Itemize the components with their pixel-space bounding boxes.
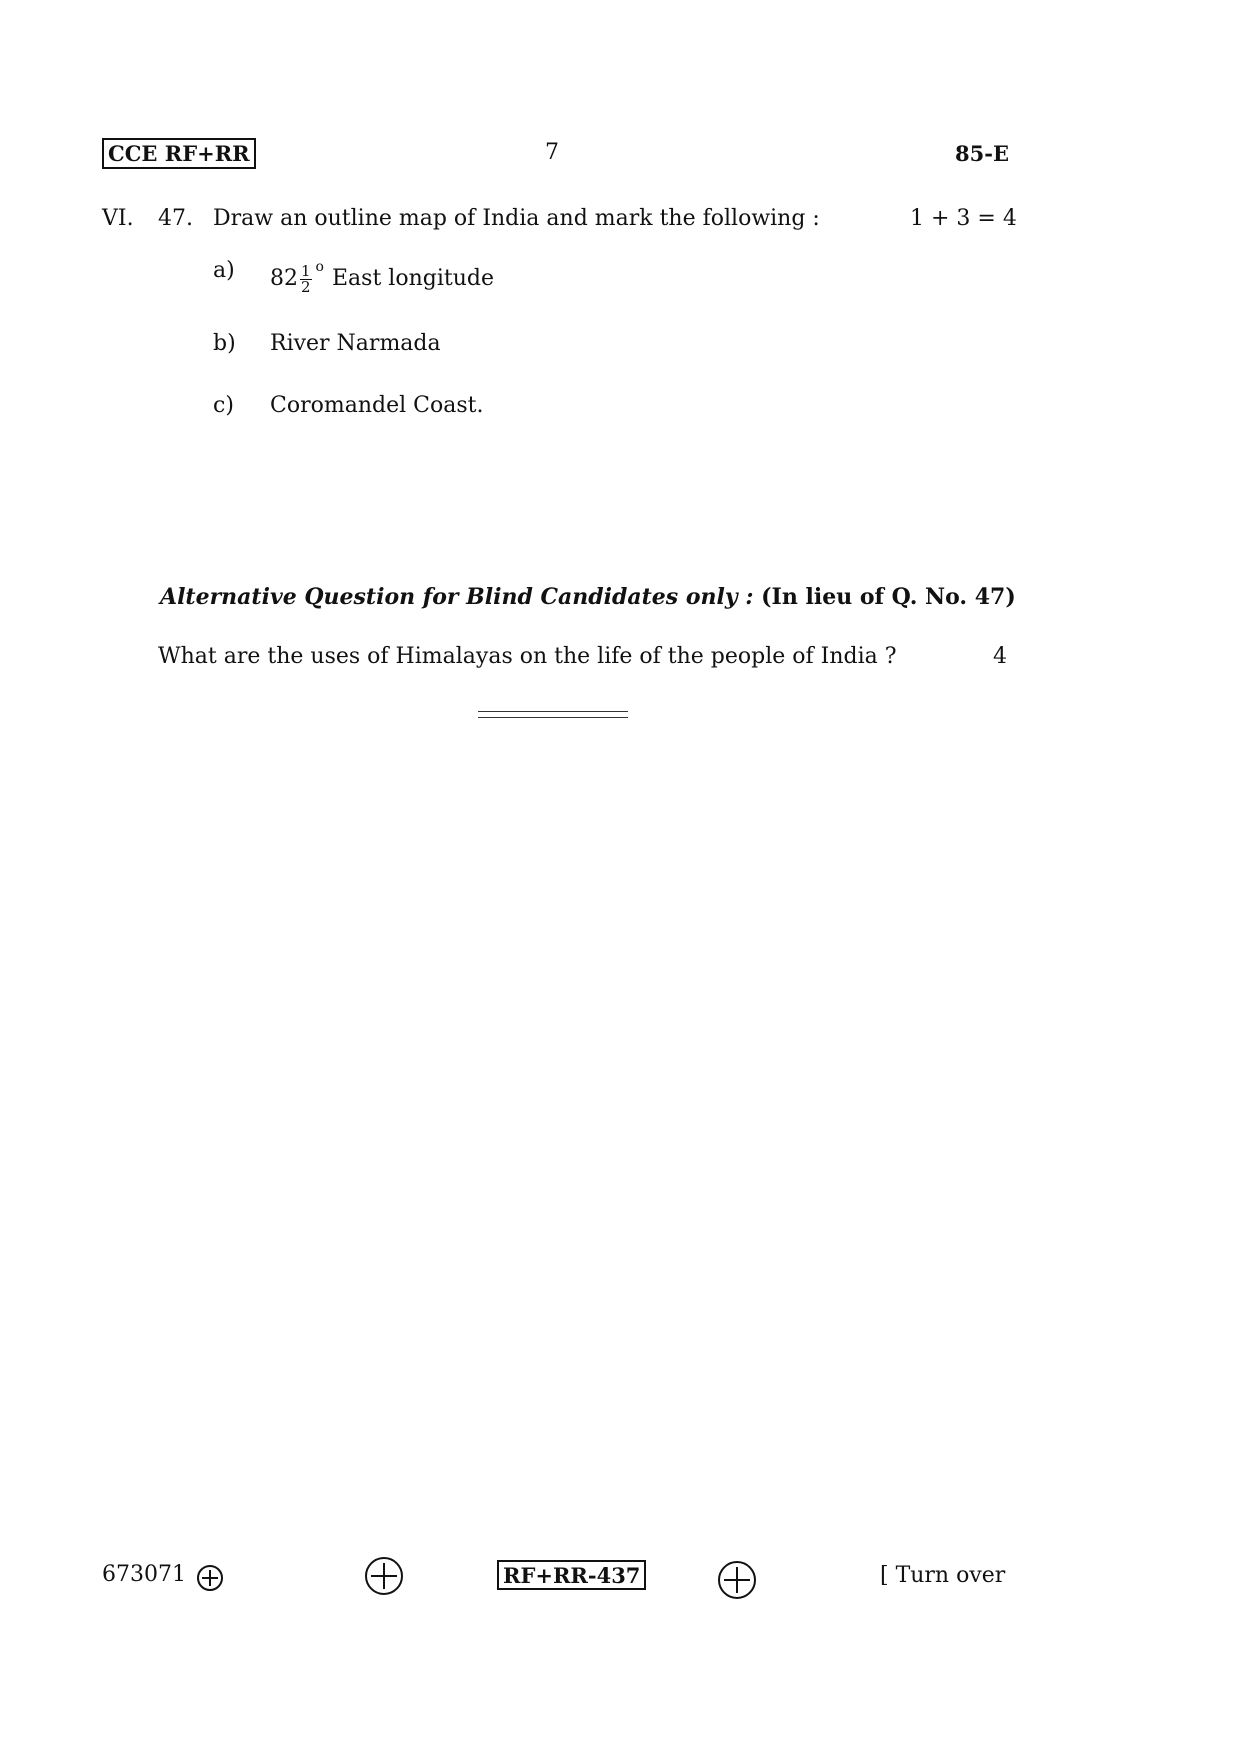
header-paper-series: CCE RF+RR (102, 138, 256, 169)
question-number: 47. (158, 206, 193, 231)
registration-mark-icon (197, 1565, 223, 1591)
header-subject-code: 85-E (955, 141, 1009, 166)
item-label-b: b) (213, 331, 236, 356)
footer-booklet-code: RF+RR-437 (497, 1560, 646, 1590)
fraction-numerator: 1 (301, 261, 311, 280)
page-number: 7 (545, 140, 559, 165)
end-of-questions-rule (478, 711, 628, 718)
alternative-question-marks: 4 (993, 644, 1007, 669)
fraction-denominator: 2 (301, 277, 311, 296)
registration-mark-icon (365, 1557, 403, 1595)
footer-serial-number: 673071 (102, 1562, 186, 1587)
item-a-text: East longitude (331, 266, 494, 291)
item-label-a: a) (213, 258, 235, 283)
item-label-c: c) (213, 393, 234, 418)
alternative-title-italic: Alternative Question for Blind Candidates only : (160, 584, 754, 610)
registration-mark-icon (718, 1561, 756, 1599)
longitude-fraction (300, 261, 312, 296)
alternative-question-text: What are the uses of Himalayas on the life of the people of India ? (158, 644, 897, 669)
alternative-title-rest: (In lieu of Q. No. 47) (761, 584, 1016, 610)
alternative-question-title (160, 584, 1016, 610)
item-a-longitude (270, 253, 494, 295)
question-text: Draw an outline map of India and mark the following : (213, 206, 820, 231)
section-label: VI. (102, 206, 134, 231)
turn-over-note: [ Turn over (880, 1563, 1006, 1588)
degree-symbol: o (315, 259, 324, 275)
item-c-text: Coromandel Coast. (270, 393, 484, 418)
item-b-text: River Narmada (270, 331, 441, 356)
question-marks: 1 + 3 = 4 (910, 206, 1017, 231)
longitude-whole: 82 (270, 266, 298, 291)
